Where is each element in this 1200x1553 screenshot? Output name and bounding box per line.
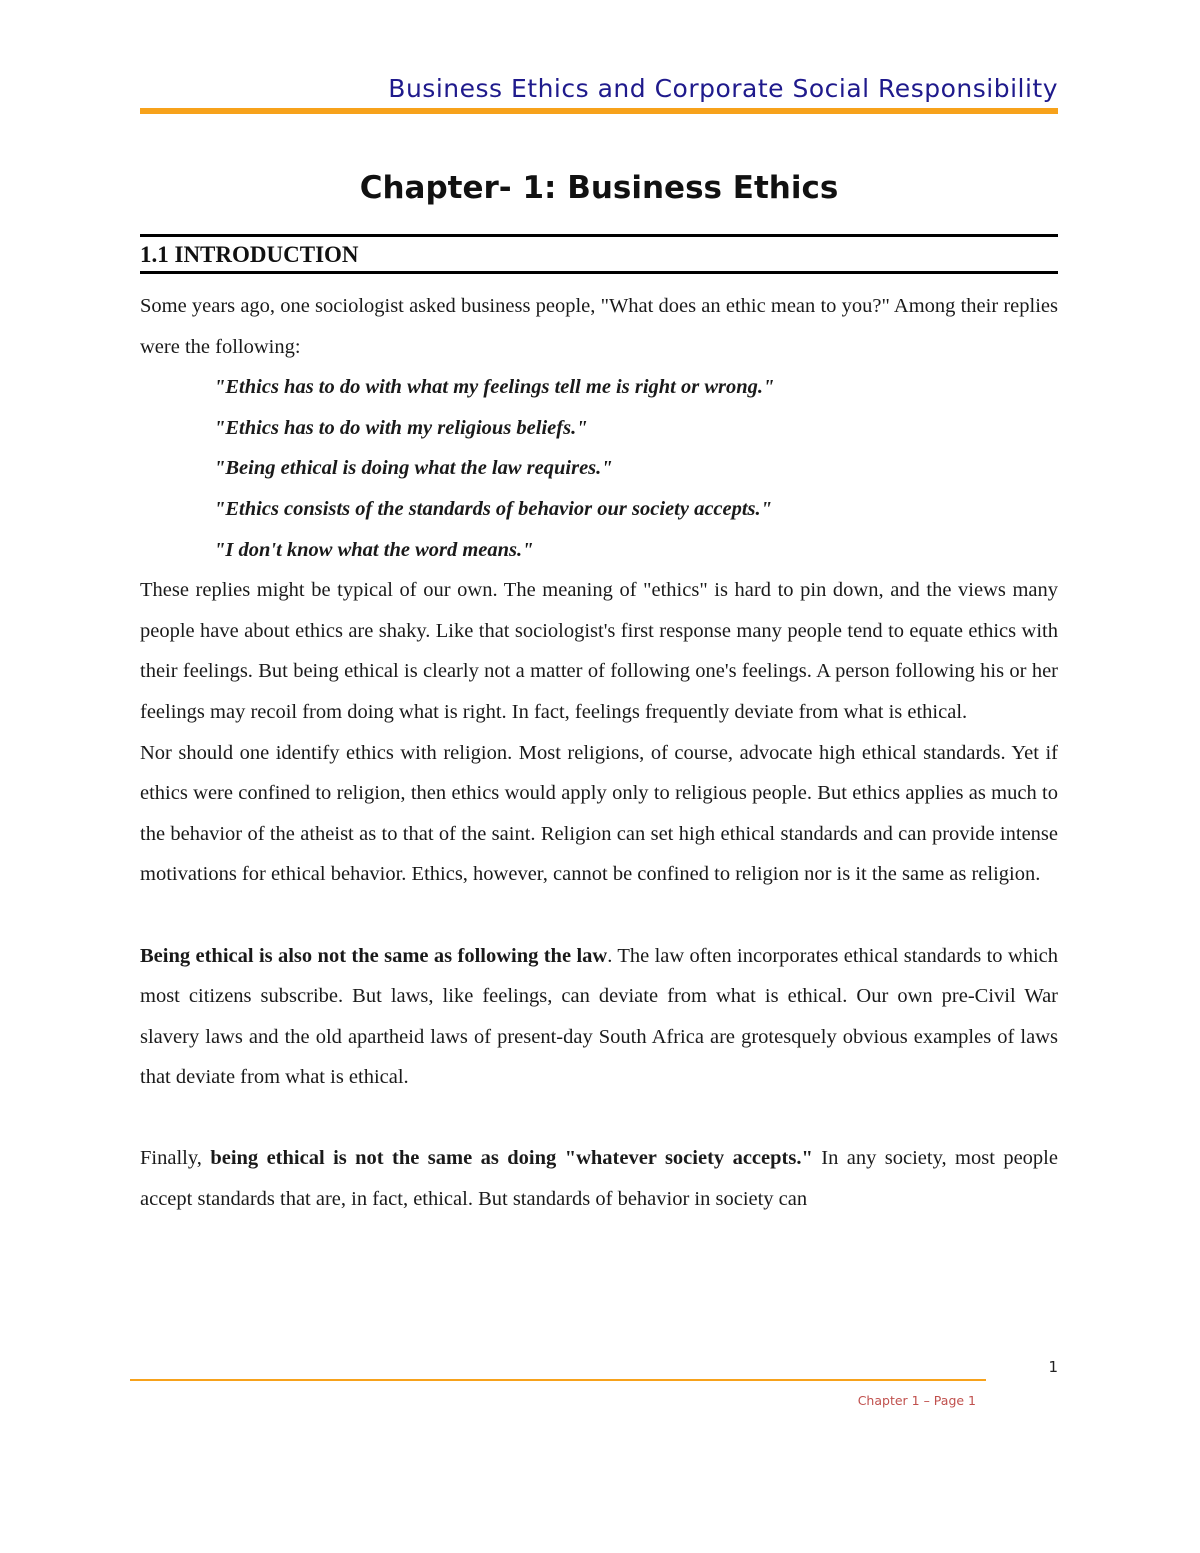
quote-list <box>140 367 1058 570</box>
header-accent-rule <box>140 108 1058 114</box>
law-emphasis: Being ethical is also not the same as following the law <box>140 944 608 967</box>
society-text: In any society, most people accept standards that are, in fact, ethical. But standards of behavior in society can <box>140 1147 1058 1211</box>
section-rule-top <box>140 234 1058 237</box>
law-text: . The law often incorporates ethical standards to which most citizens subscribe. But laws, like feelings, can deviate from what is ethical. Our own pre-Civil War slavery laws and the old apartheid laws of present-day South Africa are grotesquely obvious examples of laws that deviate from what is ethical. <box>140 944 1058 1089</box>
quote-item: "Ethics has to do with what my feelings tell me is right or wrong." <box>214 376 775 399</box>
quote-item: "Ethics consists of the standards of behavior our society accepts." <box>214 497 773 520</box>
section-rule-bottom <box>140 271 1058 274</box>
paragraph-law <box>140 936 1058 1098</box>
quote-item: "Being ethical is doing what the law requires." <box>214 457 613 480</box>
quote-item: "Ethics has to do with my religious beliefs." <box>214 416 588 439</box>
quote-item: "I don't know what the word means." <box>214 538 534 561</box>
society-lead: Finally, <box>140 1147 211 1170</box>
paragraph-religion: Nor should one identify ethics with religion. Most religions, of course, advocate high ethical standards. Yet if ethics were confined to religion, then ethics would apply only to religious people. But ethics applies as much to the behavior of the atheist as to that of the saint. Religion can set high ethical standards and can provide intense motivations for ethical behavior. Ethics, however, cannot be confined to religion nor is it the same as religion. <box>140 741 1058 886</box>
section-heading: 1.1 INTRODUCTION <box>140 242 359 267</box>
page-number: 1 <box>1048 1358 1058 1376</box>
society-emphasis: being ethical is not the same as doing "whatever society accepts." <box>210 1147 813 1170</box>
footer-page-label: Chapter 1 – Page 1 <box>857 1393 976 1408</box>
running-header-title: Business Ethics and Corporate Social Responsibility <box>388 74 1058 103</box>
paragraph-spacer <box>140 1098 1058 1139</box>
body-text <box>140 286 1058 1220</box>
paragraph-spacer <box>140 895 1058 936</box>
footer-accent-rule <box>130 1379 986 1381</box>
chapter-title: Chapter- 1: Business Ethics <box>359 170 839 206</box>
paragraph-feelings: These replies might be typical of our own. The meaning of "ethics" is hard to pin down, and the views many people have about ethics are shaky. Like that sociologist's first response many people tend to equate ethics with their feelings. But being ethical is clearly not a matter of following one's feelings. A person following his or her feelings may recoil from doing what is right. In fact, feelings frequently deviate from what is ethical. <box>140 579 1058 723</box>
intro-paragraph: Some years ago, one sociologist asked business people, "What does an ethic mean to you?" Among their replies were the following: <box>140 295 1058 358</box>
paragraph-society <box>140 1138 1058 1219</box>
